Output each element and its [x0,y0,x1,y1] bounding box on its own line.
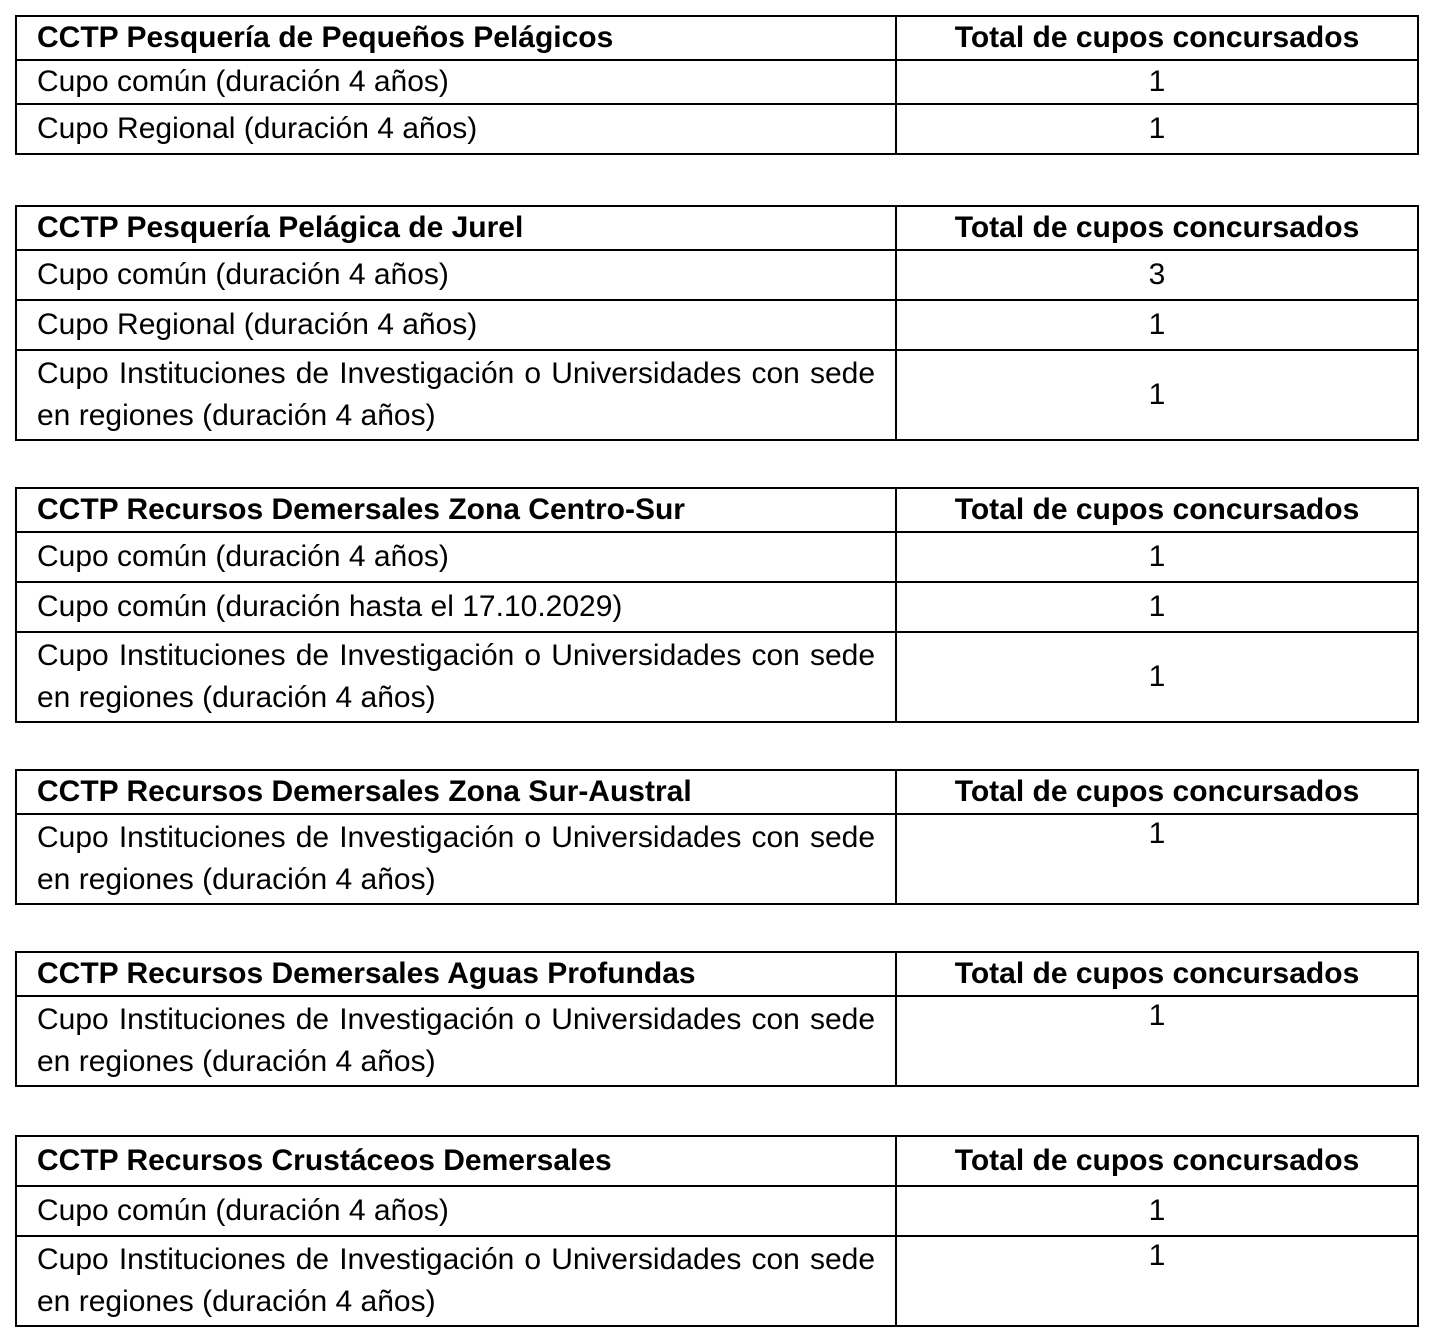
table-row [16,350,1418,440]
table-row [16,300,1418,350]
row-label: Cupo Instituciones de Investigación o Universidades con sede en regiones (duración 4 años) [16,996,896,1086]
table-title: CCTP Recursos Demersales Aguas Profundas [16,952,896,996]
quota-table-crustaceos [15,1135,1419,1327]
row-value: 1 [896,300,1418,350]
row-value: 1 [896,532,1418,582]
total-header: Total de cupos concursados [896,16,1418,60]
table-header-row [16,488,1418,532]
table-title: CCTP Recursos Demersales Zona Centro-Sur [16,488,896,532]
table-header-row [16,16,1418,60]
total-header: Total de cupos concursados [896,952,1418,996]
quota-table-jurel [15,205,1419,441]
row-label: Cupo Instituciones de Investigación o Universidades con sede en regiones (duración 4 años) [16,1236,896,1326]
table-header-row [16,770,1418,814]
quota-table-pequenos-pelagicos [15,15,1419,155]
table-row [16,250,1418,300]
table-row [16,1236,1418,1326]
row-value: 1 [896,582,1418,632]
row-label: Cupo común (duración 4 años) [16,1186,896,1236]
table-row [16,532,1418,582]
table-title: CCTP Pesquería de Pequeños Pelágicos [16,16,896,60]
row-label: Cupo común (duración hasta el 17.10.2029) [16,582,896,632]
table-row [16,60,1418,104]
table-row [16,632,1418,722]
row-label: Cupo común (duración 4 años) [16,250,896,300]
row-label: Cupo Instituciones de Investigación o Universidades con sede en regiones (duración 4 años) [16,814,896,904]
row-value: 1 [896,104,1418,154]
row-label: Cupo Instituciones de Investigación o Universidades con sede en regiones (duración 4 años) [16,632,896,722]
quota-table-sur-austral [15,769,1419,905]
table-row [16,996,1418,1086]
table-row [16,1186,1418,1236]
table-header-row [16,1136,1418,1186]
row-value: 1 [896,814,1418,904]
row-value: 1 [896,1186,1418,1236]
table-title: CCTP Pesquería Pelágica de Jurel [16,206,896,250]
row-value: 1 [896,350,1418,440]
total-header: Total de cupos concursados [896,488,1418,532]
row-value: 1 [896,632,1418,722]
quota-table-centro-sur [15,487,1419,723]
table-row [16,814,1418,904]
row-value: 3 [896,250,1418,300]
quota-table-aguas-profundas [15,951,1419,1087]
total-header: Total de cupos concursados [896,206,1418,250]
table-title: CCTP Recursos Crustáceos Demersales [16,1136,896,1186]
row-label: Cupo común (duración 4 años) [16,532,896,582]
total-header: Total de cupos concursados [896,770,1418,814]
row-value: 1 [896,60,1418,104]
row-value: 1 [896,996,1418,1086]
table-title: CCTP Recursos Demersales Zona Sur-Austral [16,770,896,814]
table-header-row [16,206,1418,250]
row-value: 1 [896,1236,1418,1326]
total-header: Total de cupos concursados [896,1136,1418,1186]
row-label: Cupo Regional (duración 4 años) [16,104,896,154]
table-row [16,582,1418,632]
row-label: Cupo común (duración 4 años) [16,60,896,104]
row-label: Cupo Regional (duración 4 años) [16,300,896,350]
table-header-row [16,952,1418,996]
table-row [16,104,1418,154]
row-label: Cupo Instituciones de Investigación o Universidades con sede en regiones (duración 4 años) [16,350,896,440]
